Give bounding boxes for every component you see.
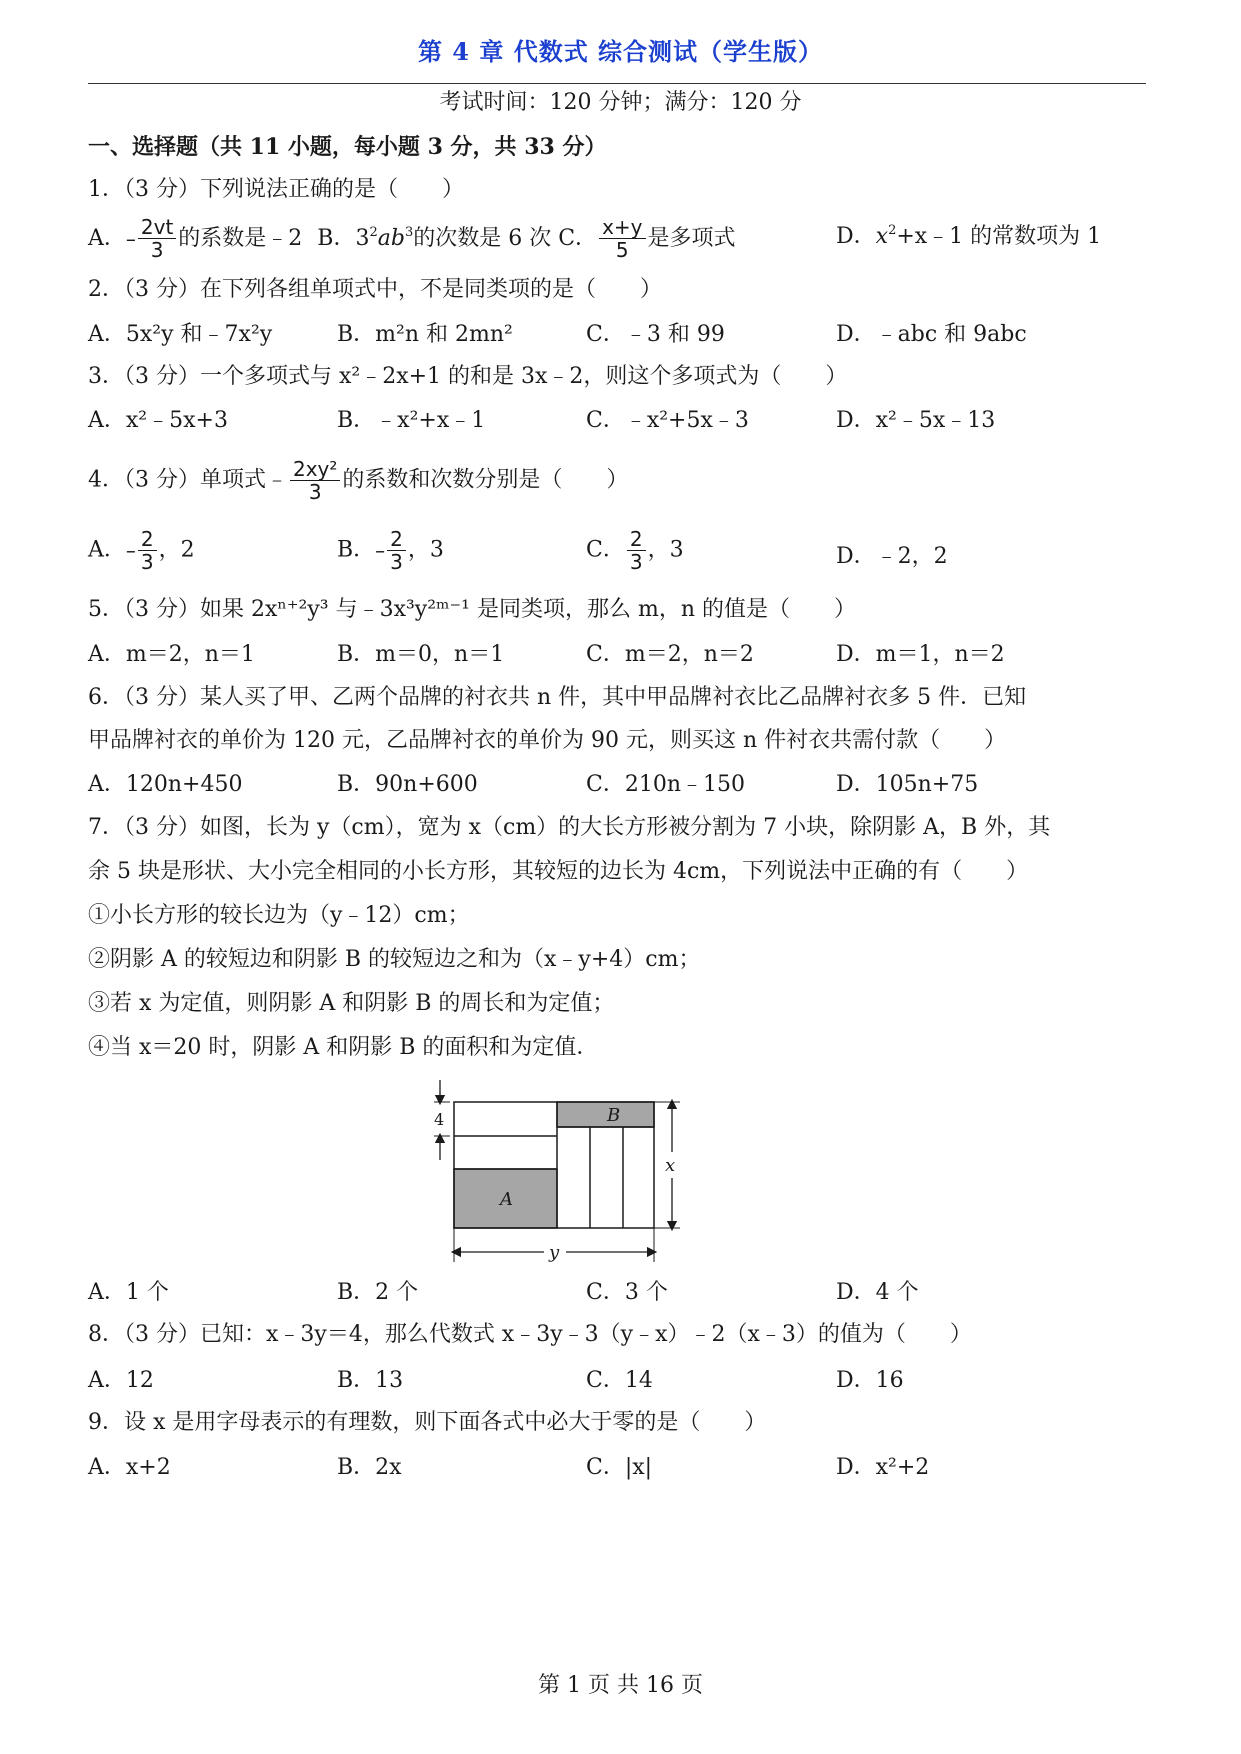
figure-label-b: B: [607, 1105, 621, 1126]
section-heading: 一、选择题（共 11 小题，每小题 3 分，共 33 分）: [88, 134, 607, 160]
question-8-stem: 8．（3 分）已知：x﹣3y＝4，那么代数式 x﹣3y﹣3（y﹣x）﹣2（x﹣3）的值为（ ）: [88, 1322, 972, 1347]
question-4-stem: 4．（3 分）单项式﹣ $\frac{\text{2xy²}}{3}$ 的系数和次数分别是（ ）: [88, 457, 629, 504]
q1-option-a: A．– $\frac{2vt}{3}$ 的系数是﹣2: [88, 215, 303, 262]
q1-c-fraction: $\frac{x+y}{5}$: [599, 216, 645, 261]
figure-label-y: y: [549, 1242, 560, 1263]
page-title: 第 4 章 代数式 综合测试（学生版）: [417, 37, 824, 66]
q4-option-a: A．– $\frac{2}{3}$ ，2: [88, 527, 195, 574]
q4-option-d: D．﹣2，2: [836, 544, 948, 569]
q6-option-b: B．90n+600: [337, 772, 478, 797]
q9-option-c: C．|x|: [586, 1455, 653, 1480]
q7-statement-3: ③若 x 为定值，则阴影 A 和阴影 B 的周长和为定值；: [88, 991, 615, 1016]
figure-label-4: 4: [434, 1110, 445, 1129]
question-6-line-1: 6．（3 分）某人买了甲、乙两个品牌的衬衣共 n 件，其中甲品牌衬衣比乙品牌衬衣多 5 件．已知: [88, 685, 1027, 710]
question-6-line-2: 甲品牌衬衣的单价为 120 元，乙品牌衬衣的单价为 90 元，则买这 n 件衬衣共需付款（ ）: [88, 728, 1007, 753]
question-7-line-2: 余 5 块是形状、大小完全相同的小长方形，其较短的边长为 4cm，下列说法中正确的有（ ）: [88, 859, 1029, 884]
q5-option-a: A．m＝2，n＝1: [88, 642, 255, 667]
q4-stem-fraction: $\frac{\text{2xy²}}{3}$: [290, 458, 340, 503]
q7-option-a: A．1 个: [88, 1280, 169, 1305]
q7-statement-2: ②阴影 A 的较短边和阴影 B 的较短边之和为（x﹣y+4）cm；: [88, 947, 701, 972]
question-9-stem: 9．设 x 是用字母表示的有理数，则下面各式中必大于零的是（ ）: [88, 1410, 767, 1435]
q5-option-c: C．m＝2，n＝2: [586, 642, 754, 667]
figure-label-x: x: [665, 1155, 676, 1176]
q2-option-d: D．﹣abc 和 9abc: [836, 322, 1027, 347]
q1-option-d: D．$x^2+x﹣1$ 的常数项为 1: [836, 223, 1102, 249]
q4-option-c: C． $\frac{2}{3}$ ，3: [586, 527, 684, 574]
q8-option-d: D．16: [836, 1368, 904, 1393]
q9-option-a: A．x+2: [88, 1455, 171, 1480]
exam-info: 考试时间：120 分钟；满分：120 分: [439, 90, 802, 115]
q8-option-a: A．12: [88, 1368, 154, 1393]
q8-option-b: B．13: [337, 1368, 404, 1393]
shaded-region-b: [557, 1102, 654, 1127]
q3-option-a: A．x²﹣5x+3: [88, 408, 228, 433]
q2-option-a: A．5x²y 和﹣7x²y: [88, 322, 273, 347]
q7-option-c: C．3 个: [586, 1280, 668, 1305]
question-5-stem: 5．（3 分）如果 2xⁿ⁺²y³ 与﹣3x³y²ᵐ⁻¹ 是同类项，那么 m，n 的值是（ ）: [88, 597, 856, 622]
q7-option-b: B．2 个: [337, 1280, 419, 1305]
q6-option-c: C．210n﹣150: [586, 772, 745, 797]
question-1-stem: 1．（3 分）下列说法正确的是（ ）: [88, 177, 464, 202]
q2-option-b: B．m²n 和 2mn²: [337, 322, 513, 347]
q1-a-fraction: $\frac{2vt}{3}$: [138, 216, 176, 261]
q7-statement-4: ④当 x＝20 时，阴影 A 和阴影 B 的面积和为定值．: [88, 1035, 599, 1060]
q3-option-b: B．﹣x²+x﹣1: [337, 408, 486, 433]
question-2-stem: 2．（3 分）在下列各组单项式中，不是同类项的是（ ）: [88, 277, 662, 302]
question-7-line-1: 7．（3 分）如图，长为 y（cm），宽为 x（cm）的大长方形被分割为 7 小块，除阴影 A，B 外，其: [88, 815, 1051, 840]
q7-option-d: D．4 个: [836, 1280, 919, 1305]
q1-option-c: C． $\frac{x+y}{5}$ 是多项式: [558, 215, 736, 262]
q8-option-c: C．14: [586, 1368, 653, 1393]
q6-option-d: D．105n+75: [836, 772, 979, 797]
page-number: 第 1 页 共 16 页: [538, 1673, 703, 1698]
figure-label-a: A: [500, 1189, 513, 1210]
q5-option-b: B．m＝0，n＝1: [337, 642, 505, 667]
title-divider: [88, 83, 1146, 84]
q3-option-c: C．﹣x²+5x﹣3: [586, 408, 749, 433]
q9-option-d: D．x²+2: [836, 1455, 930, 1480]
q7-figure: [434, 1082, 780, 1296]
q6-option-a: A．120n+450: [88, 772, 243, 797]
q7-statement-1: ①小长方形的较长边为（y﹣12）cm；: [88, 903, 470, 928]
question-3-stem: 3．（3 分）一个多项式与 x²﹣2x+1 的和是 3x﹣2，则这个多项式为（ ）: [88, 364, 848, 389]
question-1-options: [88, 215, 1102, 262]
q2-option-c: C．﹣3 和 99: [586, 322, 725, 347]
q1-option-b: B．$3^2ab^3$的次数是 6 次: [317, 224, 552, 251]
q9-option-b: B．2x: [337, 1455, 402, 1480]
q4-option-b: B．– $\frac{2}{3}$ ，3: [337, 527, 444, 574]
q3-option-d: D．x²﹣5x﹣13: [836, 408, 996, 433]
q5-option-d: D．m＝1，n＝2: [836, 642, 1005, 667]
